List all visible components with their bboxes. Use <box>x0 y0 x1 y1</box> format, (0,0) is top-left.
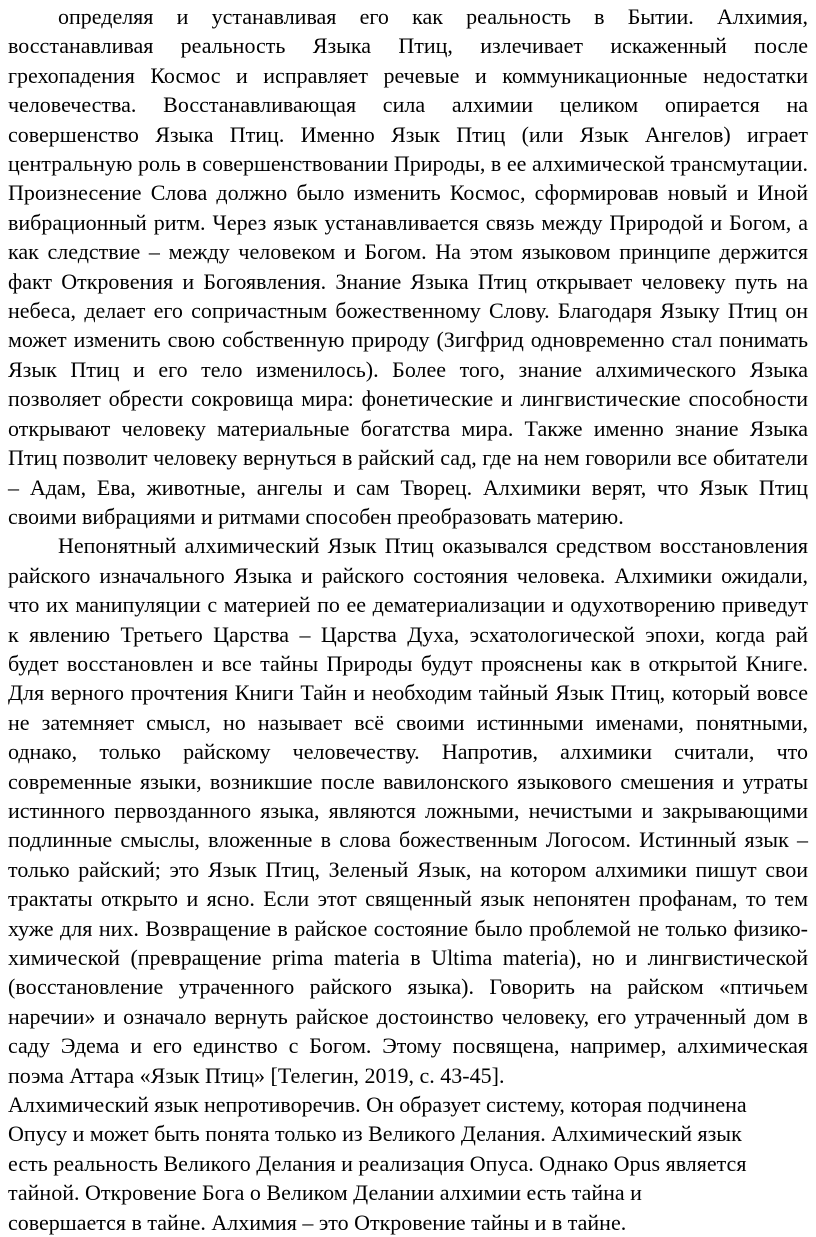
text-line: есть реальность Великого Делания и реализация Опуса. Однако Opus является <box>8 1150 747 1176</box>
text-line: тайной. Откровение Бога о Великом Делании алхимии есть тайна и <box>8 1180 642 1206</box>
text-line: совершается в тайне. Алхимия – это Откровение тайны и в тайне. <box>8 1209 627 1235</box>
paragraph-paradise-language: Непонятный алхимический Язык Птиц оказывался средством восстановления райского изначального Языка и райского состояния человека. Алхимики ожидали, что их манипуляции с материей по ее дематериализации и одухотворению приведут к явлению Третьего Царства – Царства Духа, эсхатологической эпохи, когда рай будет восстановлен и все тайны Природы будут прояснены как в открытой Книге. Для верного прочтения Книги Тайн и необходим тайный Язык Птиц, который вовсе не затемняет смысл, но называет всё своими истинными именами, понятными, однако, только райскому человечеству. Напротив, алхимики считали, что современные языки, возникшие после вавилонского языкового смешения и утраты истинного первозданного языка, являются ложными, нечистыми и закрывающими подлинные смыслы, вложенные в слова божественным Логосом. Истинный язык – только райский; это Язык Птиц, Зеленый Язык, на котором алхимики пишут свои трактаты открыто и ясно. Если этот священный язык непонятен профанам, то тем хуже для них. Возвращение в райское состояние было проблемой не только физико-химической (превращение prima materia в Ultima materia), но и лингвистической (восстановление утраченного райского языка). Говорить на райском «птичьем наречии» и означало вернуть райское достоинство человеку, его утраченный дом в саду Эдема и его единство с Богом. Этому посвящена, например, алхимическая поэма Аттара «Язык Птиц» [Телегин, 2019, с. 43-45]. <box>8 533 808 1088</box>
paragraph-alchemical-language-system <box>8 1090 808 1237</box>
text-line: Опусу и может быть понята только из Великого Делания. Алхимический язык <box>8 1121 742 1147</box>
paragraph-alchemy-language-of-birds: определяя и устанавливая его как реальность в Бытии. Алхимия, восстанавливая реальность Языка Птиц, излечивает искаженный после грехопадения Космос и исправляет речевые и коммуникационные недостатки человечества. Восстанавливающая сила алхимии целиком опирается на совершенство Языка Птиц. Именно Язык Птиц (или Язык Ангелов) играет центральную роль в совершенствовании Природы, в ее алхимической трансмутации. Произнесение Слова должно было изменить Космос, сформировав новый и Иной вибрационный ритм. Через язык устанавливается связь между Природой и Богом, а как следствие – между человеком и Богом. На этом языковом принципе держится факт Откровения и Богоявления. Знание Языка Птиц открывает человеку путь на небеса, делает его сопричастным божественному Слову. Благодаря Языку Птиц он может изменить свою собственную природу (Зигфрид одновременно стал понимать Язык Птиц и его тело изменилось). Более того, знание алхимического Языка позволяет обрести сокровища мира: фонетические и лингвистические способности открывают человеку материальные богатства мира. Также именно знание Языка Птиц позволит человеку вернуться в райский сад, где на нем говорили все обитатели – Адам, Ева, животные, ангелы и сам Творец. Алхимики верят, что Язык Птиц своими вибрациями и ритмами способен преобразовать материю. <box>8 4 808 529</box>
text-line: Алхимический язык непротиворечив. Он образует систему, которая подчинена <box>8 1092 747 1118</box>
